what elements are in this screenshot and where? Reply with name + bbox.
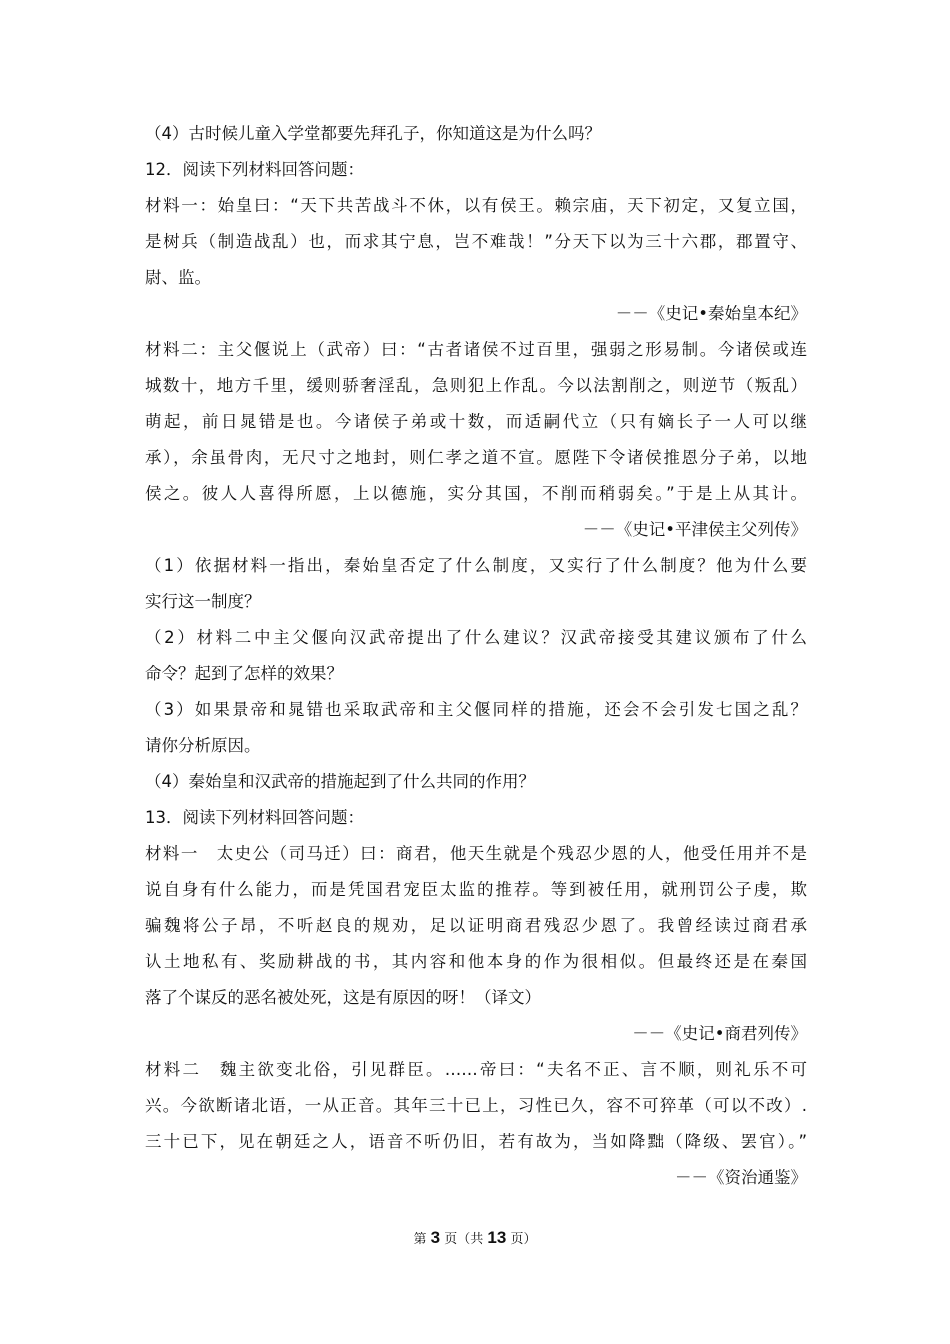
q12-question-line: （1）依据材料一指出，秦始皇否定了什么制度，又实行了什么制度？他为什么要 [145,556,807,575]
q13-material-1-line: 认土地私有、奖励耕战的书，其内容和他本身的作为很相似。但最终还是在秦国 [145,952,807,971]
q13-material-2-line: 三十已下，见在朝廷之人，语音不听仍旧，若有故为，当如降黜（降级、罢官）。” [145,1132,807,1151]
q13-material-1-line: 骗魏将公子昂，不听赵良的规劝，足以证明商君残忍少恩了。我曾经读过商君承 [145,916,807,935]
footer-suffix: 页） [510,1232,537,1247]
question-11-4: （4）古时候儿童入学堂都要先拜孔子，你知道这是为什么吗？ [145,124,601,143]
q12-question-line: 请你分析原因。 [145,736,261,755]
footer-middle: 页（共 [444,1232,484,1247]
q12-material-1-source: －－《史记•秦始皇本纪》 [615,304,807,323]
q12-question-line: 命令？起到了怎样的效果？ [145,664,343,683]
q12-material-1-line: 是树兵（制造战乱）也，而求其宁息，岂不难哉！”分天下以为三十六郡，郡置守、 [145,232,807,251]
q13-material-1-line: 落了个谋反的恶名被处死，这是有原因的呀！（译文） [145,988,541,1007]
footer-prefix: 第 [413,1232,427,1247]
q12-material-1-line: 材料一：始皇曰：“天下共苦战斗不休，以有侯王。赖宗庙，天下初定，又复立国， [145,196,807,215]
q13-material-1-line: 材料一 太史公（司马迁）曰：商君，他天生就是个残忍少恩的人，他受任用并不是 [145,844,807,863]
q12-question-line: 实行这一制度？ [145,592,261,611]
footer-total-pages: 13 [487,1228,507,1247]
q12-material-2-source: －－《史记•平津侯主父列传》 [582,520,807,539]
q12-material-2-line: 材料二：主父偃说上（武帝）曰：“古者诸侯不过百里，强弱之形易制。今诸侯或连 [145,340,807,359]
q13-material-2-line: 材料二 魏主欲变北俗，引见群臣。……帝曰：“夫名不正、言不顺，则礼乐不可 [145,1060,807,1079]
document-page [145,116,807,1196]
q13-material-1-source: －－《史记•商君列传》 [632,1024,807,1043]
q12-question-line: （4）秦始皇和汉武帝的措施起到了什么共同的作用？ [145,772,535,791]
q12-material-2-line: 承），余虽骨肉，无尺寸之地封，则仁孝之道不宣。愿陛下令诸侯推恩分子弟，以地 [145,448,807,467]
q12-material-1-line: 尉、监。 [145,268,211,287]
q13-material-2-line: 兴。今欲断诸北语，一从正音。其年三十已上，习性已久，容不可猝革（可以不改）. [145,1096,807,1115]
footer-page-number: 3 [430,1228,441,1247]
q12-question-line: （2）材料二中主父偃向汉武帝提出了什么建议？汉武帝接受其建议颁布了什么 [145,628,807,647]
question-12-title: 12．阅读下列材料回答问题： [145,160,364,179]
q12-question-line: （3）如果景帝和晁错也采取武帝和主父偃同样的措施，还会不会引发七国之乱？ [145,700,807,719]
q13-material-2-source: －－《资治通鉴》 [675,1168,807,1187]
question-13-title: 13．阅读下列材料回答问题： [145,808,364,827]
q12-material-2-line: 城数十，地方千里，缓则骄奢淫乱，急则犯上作乱。今以法割削之，则逆节（叛乱） [145,376,807,395]
q12-material-2-line: 侯之。彼人人喜得所愿，上以德施，实分其国，不削而稍弱矣。”于是上从其计。 [145,484,807,503]
q13-material-1-line: 说自身有什么能力，而是凭国君宠臣太监的推荐。等到被任用，就刑罚公子虔，欺 [145,880,807,899]
page-footer [0,1228,950,1248]
q12-material-2-line: 萌起，前日晁错是也。今诸侯子弟或十数，而适嗣代立（只有嫡长子一人可以继 [145,412,807,431]
